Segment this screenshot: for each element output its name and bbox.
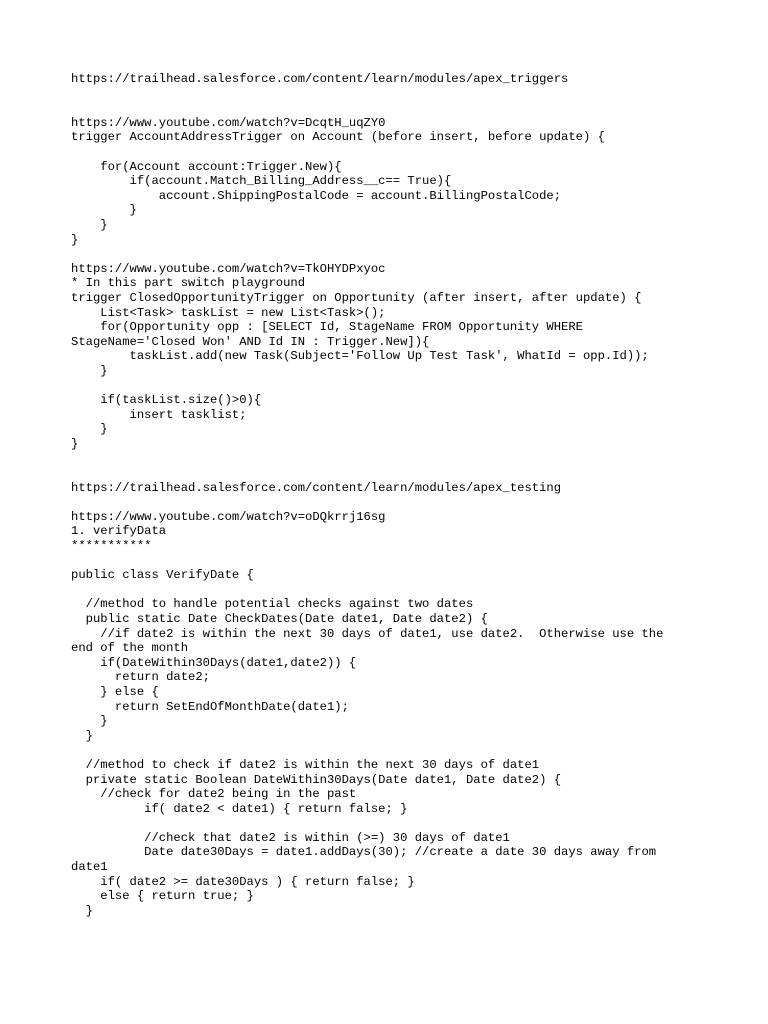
document-line [71, 816, 711, 831]
document-line [71, 87, 711, 102]
document-line: else { return true; } [71, 889, 254, 904]
document-line: } [71, 714, 108, 729]
document-line: List<Task> taskList = new List<Task>(); [71, 305, 386, 320]
document-line: } [71, 232, 79, 247]
document-line: for(Account account:Trigger.New){ [71, 159, 342, 174]
document-line: if(DateWithin30Days(date1,date2)) { [71, 655, 357, 670]
document-line: //check that date2 is within (>=) 30 days of date1 [71, 830, 510, 845]
document-line: //method to check if date2 is within the next 30 days of date1 [71, 757, 540, 772]
document-line [71, 101, 711, 116]
document-line: for(Opportunity opp : [SELECT Id, StageName FROM Opportunity WHERE [71, 320, 583, 335]
document-line: end of the month [71, 641, 189, 656]
document-line: https://www.youtube.com/watch?v=oDQkrrj16sg [71, 509, 386, 524]
document-line: //method to handle potential checks against two dates [71, 597, 474, 612]
document-line: if( date2 >= date30Days ) { return false; } [71, 874, 415, 889]
document-line: if(taskList.size()>0){ [71, 393, 262, 408]
document-line: } else { [71, 684, 159, 699]
document-line: trigger ClosedOpportunityTrigger on Opportunity (after insert, after update) { [71, 290, 642, 305]
document-line [71, 554, 711, 569]
document-line: if( date2 < date1) { return false; } [71, 801, 408, 816]
document-line: } [71, 436, 79, 451]
document-line [71, 466, 711, 481]
document-line [71, 378, 711, 393]
document-line: * In this part switch playground [71, 276, 306, 291]
document-line: https://www.youtube.com/watch?v=DcqtH_uqZY0 [71, 115, 386, 130]
document-line [71, 495, 711, 510]
document-line: return date2; [71, 670, 210, 685]
document-line: Date date30Days = date1.addDays(30); //create a date 30 days away from [71, 845, 657, 860]
document-line: //check for date2 being in the past [71, 787, 357, 802]
document-line: StageName='Closed Won' AND Id IN : Trigger.New]){ [71, 334, 430, 349]
document-line: 1. verifyData [71, 524, 167, 539]
document-line: } [71, 217, 108, 232]
document-line: private static Boolean DateWithin30Days(Date date1, Date date2) { [71, 772, 562, 787]
document-line: *********** [71, 539, 152, 553]
document-line: public static Date CheckDates(Date date1, Date date2) { [71, 611, 488, 626]
document-line: https://trailhead.salesforce.com/content/learn/modules/apex_testing [71, 480, 562, 495]
document-line: if(account.Match_Billing_Address__c== True){ [71, 174, 452, 189]
document-line: insert tasklist; [71, 407, 247, 422]
document-line [71, 743, 711, 758]
document-line: https://www.youtube.com/watch?v=TkOHYDPxyoc [71, 261, 386, 276]
document-line: https://trailhead.salesforce.com/content/learn/modules/apex_triggers [71, 72, 569, 86]
document-line: trigger AccountAddressTrigger on Account (before insert, before update) { [71, 130, 605, 145]
document-line: account.ShippingPostalCode = account.BillingPostalCode; [71, 188, 562, 203]
document-line: //if date2 is within the next 30 days of date1, use date2. Otherwise use the [71, 626, 664, 641]
document-line: } [71, 903, 93, 918]
document-line: } [71, 422, 108, 437]
document-line: return SetEndOfMonthDate(date1); [71, 699, 349, 714]
document-line [71, 247, 711, 262]
document-line: } [71, 728, 93, 743]
document-line: date1 [71, 860, 108, 875]
document-line [71, 145, 711, 160]
document-line: } [71, 363, 108, 378]
document-line: taskList.add(new Task(Subject='Follow Up Test Task', WhatId = opp.Id)); [71, 349, 649, 364]
document-body [71, 72, 711, 918]
document-line [71, 583, 711, 598]
document-line [71, 451, 711, 466]
document-line: } [71, 203, 137, 218]
document-line: public class VerifyDate { [71, 568, 254, 583]
